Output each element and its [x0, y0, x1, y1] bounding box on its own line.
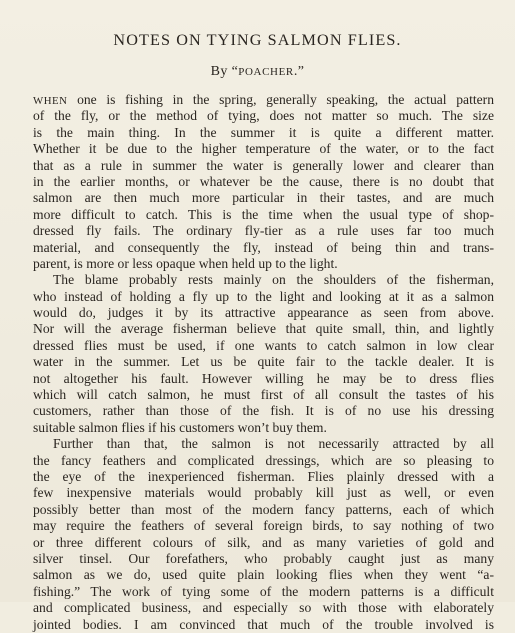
text-line: that as a rule in summer the water is generally lower and clearer than — [33, 157, 494, 173]
paragraph-2 — [33, 272, 494, 436]
text-line: who instead of holding a fly up to the light and looking at it as a salmon — [33, 288, 494, 304]
byline-author: POACHER — [238, 66, 294, 78]
first-word: WHEN — [33, 95, 68, 107]
text-line: customers, rather than those of the fish. It is of no use his dressing — [33, 403, 494, 419]
article-byline — [0, 64, 515, 80]
text-line: is the main thing. In the summer it is quite a different matter. — [33, 124, 494, 140]
text-line: Nor will the average fisherman believe that quite small, thin, and lightly — [33, 321, 494, 337]
text-line: and complicated business, and especially so with those with elaborately — [33, 600, 494, 616]
text-line: WHEN one is fishing in the spring, generally speaking, the actual pattern — [33, 92, 494, 107]
text-line: dressed flies must be used, if one wants to catch salmon in low clear — [33, 337, 494, 353]
text-line: jointed bodies. I am convinced that much of the trouble involved is — [33, 616, 494, 632]
text-line: not altogether his fault. However willing he may be to dress flies — [33, 370, 494, 386]
text-line: which will catch salmon, he must first of all consult the tastes of his — [33, 387, 494, 403]
text-line: The blame probably rests mainly on the shoulders of the fisherman, — [53, 272, 494, 288]
text-line: Whether it be due to the higher temperature of the water, or to the fact — [33, 141, 494, 157]
text-line: more difficult to catch. This is the time when the usual type of shop- — [33, 206, 494, 222]
text-line: possibly better than most of the modern fancy patterns, each of which — [33, 501, 494, 517]
text-line: salmon are then much more particular in their tastes, and are much — [33, 190, 494, 206]
text-line: suitable salmon flies if his customers won’t buy them. — [33, 419, 327, 435]
text-line: parent, is more or less opaque when held up to the light. — [33, 255, 338, 271]
text-line: of the fly, or the method of tying, does not matter so much. The size — [33, 108, 494, 124]
text-line: few inexpensive materials would probably kill just as well, or even — [33, 485, 494, 501]
article-title: NOTES ON TYING SALMON FLIES. — [113, 31, 402, 49]
text-line: salmon as we do, used quite plain looking flies when they went “a- — [33, 567, 494, 583]
text-line: Further than that, the salmon is not necessarily attracted by all — [53, 436, 494, 452]
byline-suffix: .” — [293, 64, 305, 79]
text-line: water in the summer. Let us be quite fair to the tackle dealer. It is — [33, 354, 494, 370]
article-body — [33, 92, 494, 633]
text-line: the fancy feathers and complicated dressings, which are so pleasing to — [33, 452, 494, 468]
text-line: fishing.” The work of tying some of the modern patterns is a difficult — [33, 583, 494, 599]
text-line: may require the feathers of several foreign birds, to say nothing of two — [33, 518, 494, 534]
paragraph-3 — [33, 436, 494, 633]
text-line: the eye of the inexperienced fisherman. Flies plainly dressed with a — [33, 468, 494, 484]
text-line: material, and consequently the fly, instead of being thin and trans- — [33, 239, 494, 255]
paragraph-1 — [33, 92, 494, 272]
text-line: in the earlier months, or whatever be the cause, there is no doubt that — [33, 173, 494, 189]
text-line: dressed fly fails. The ordinary fly-tier as a rule uses far too much — [33, 223, 494, 239]
byline-prefix: By “ — [210, 64, 239, 79]
text-line: or three different colours of silk, and as many varieties of gold and — [33, 534, 494, 550]
text-line: silver tinsel. Our forefathers, who probably caught just as many — [33, 550, 494, 566]
text-line: would do, judges it by its attractive appearance as seen from above. — [33, 305, 494, 321]
